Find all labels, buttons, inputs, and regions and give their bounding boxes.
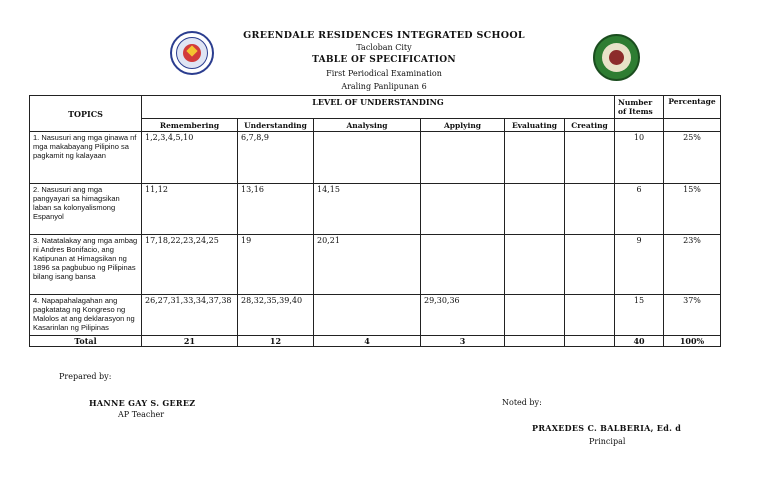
topics-header: TOPICS	[30, 96, 142, 132]
level-header-understanding: Understanding	[238, 119, 314, 132]
applying-cell	[421, 235, 505, 295]
evaluating-cell	[505, 132, 565, 184]
total-percentage: 100%	[664, 336, 721, 347]
applying-cell	[421, 132, 505, 184]
understanding-cell: 13,16	[238, 184, 314, 235]
total-label: Total	[30, 336, 142, 347]
remembering-cell: 1,2,3,4,5,10	[142, 132, 238, 184]
applying-cell	[421, 184, 505, 235]
total-remembering: 21	[142, 336, 238, 347]
level-header-applying: Applying	[421, 119, 505, 132]
total-items: 40	[615, 336, 664, 347]
topic-cell: 1. Nasusuri ang mga ginawa nf mga makabayang Pilipino sa pagkamit ng kalayaan	[30, 132, 142, 184]
understanding-cell: 6,7,8,9	[238, 132, 314, 184]
percentage-cell: 37%	[664, 295, 721, 336]
percentage-cell: 25%	[664, 132, 721, 184]
items-count-cell: 10	[615, 132, 664, 184]
exam-title: First Periodical Examination	[326, 69, 442, 78]
total-analysing: 4	[314, 336, 421, 347]
items-subheader-cell	[615, 119, 664, 132]
items-count-cell: 15	[615, 295, 664, 336]
percent-subheader-cell	[664, 119, 721, 132]
items-count-cell: 6	[615, 184, 664, 235]
creating-cell	[565, 184, 615, 235]
preparer-role: AP Teacher	[118, 410, 165, 419]
document-title: TABLE OF SPECIFICATION	[312, 55, 456, 65]
school-name: GREENDALE RESIDENCES INTEGRATED SCHOOL	[243, 30, 525, 41]
table-row	[30, 184, 721, 235]
noted-by-label: Noted by:	[502, 398, 542, 407]
percentage-cell: 15%	[664, 184, 721, 235]
number-of-items-header: Number of Items	[615, 96, 664, 119]
total-applying: 3	[421, 336, 505, 347]
evaluating-cell	[505, 235, 565, 295]
topic-cell: 4. Napapahalagahan ang pagkatatag ng Kongreso ng Malolos at ang deklarasyon ng Kasarinlan ng Pilipinas	[30, 295, 142, 336]
noter-name: PRAXEDES C. BALBERIA, Ed. d	[532, 423, 682, 433]
applying-cell: 29,30,36	[421, 295, 505, 336]
creating-cell	[565, 132, 615, 184]
topic-cell: 2. Nasusuri ang mga pangyayari sa himagsikan laban sa kolonyalismong Espanyol	[30, 184, 142, 235]
total-understanding: 12	[238, 336, 314, 347]
percentage-cell: 23%	[664, 235, 721, 295]
table-row	[30, 132, 721, 184]
level-header-remembering: Remembering	[142, 119, 238, 132]
analysing-cell	[314, 132, 421, 184]
total-evaluating	[505, 336, 565, 347]
subject-title: Araling Panlipunan 6	[341, 82, 427, 91]
understanding-cell: 19	[238, 235, 314, 295]
preparer-name: HANNE GAY S. GEREZ	[89, 398, 196, 408]
remembering-cell: 11,12	[142, 184, 238, 235]
prepared-by-label: Prepared by:	[59, 372, 112, 381]
table-row	[30, 235, 721, 295]
level-header-analysing: Analysing	[314, 119, 421, 132]
total-creating	[565, 336, 615, 347]
specification-table	[29, 95, 721, 347]
level-header-evaluating: Evaluating	[505, 119, 565, 132]
table-row	[30, 295, 721, 336]
noter-role: Principal	[589, 437, 626, 446]
evaluating-cell	[505, 184, 565, 235]
analysing-cell: 14,15	[314, 184, 421, 235]
percentage-header: Percentage	[664, 96, 721, 119]
creating-cell	[565, 235, 615, 295]
analysing-cell	[314, 295, 421, 336]
items-count-cell: 9	[615, 235, 664, 295]
level-of-understanding-header: LEVEL OF UNDERSTANDING	[142, 96, 615, 119]
understanding-cell: 28,32,35,39,40	[238, 295, 314, 336]
remembering-cell: 26,27,31,33,34,37,38	[142, 295, 238, 336]
remembering-cell: 17,18,22,23,24,25	[142, 235, 238, 295]
school-city: Tacloban City	[356, 43, 412, 52]
creating-cell	[565, 295, 615, 336]
topic-cell: 3. Natatalakay ang mga ambag ni Andres Bonifacio, ang Katipunan at Himagsikan ng 1896 sa pagbubuo ng Pilipinas bilang isang bansa	[30, 235, 142, 295]
level-header-creating: Creating	[565, 119, 615, 132]
evaluating-cell	[505, 295, 565, 336]
total-row	[30, 336, 721, 347]
analysing-cell: 20,21	[314, 235, 421, 295]
